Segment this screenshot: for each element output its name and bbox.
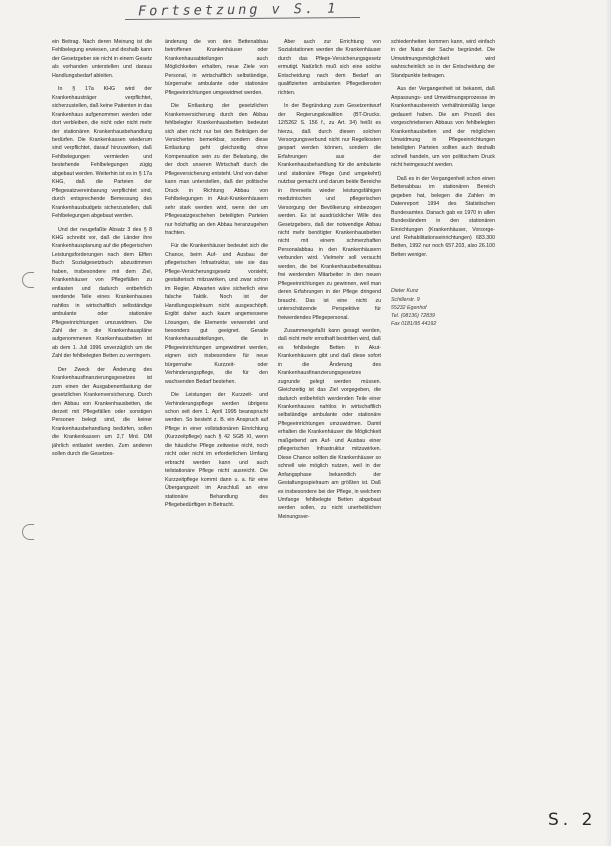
paragraph: schiedenheiten kommen kann, wird einfach in der Natur der Sache begründet. Die Umwidmungsmöglichkeit wird wahrscheinlich so in der Entscheidung der Standpunkte beitragen. [391, 39, 495, 79]
handwritten-page-number: S. 2 [548, 810, 597, 830]
paragraph: In § 17a KHG wird der Krankenhausträger verpflichtet, sicherzustellen, daß keine Patienten in das Krankenhaus aufgenommen werden oder dort verbleiben, die nicht oder nicht mehr der stationären Krankenhausbehandlung bedürfen. Die Krankenkassen wiederum sind verpflichtet, darauf hinzuwirken, daß Fehlbelegungen vermieden und bestehende Fehlbelegungen zügig abgebaut werden. Weiterhin ist es in § 17a KHG, daß die Parteien der Pflegesatzvereinbarung verpflichtet sind, durch entsprechende Bemessung des Krankenhausbudgets sicherzustellen, daß Fehlbelegungen abgebaut werden. [52, 86, 152, 220]
text-column-4 [391, 38, 495, 828]
text-column-3 [278, 38, 381, 828]
paragraph: ein Beitrag. Nach deren Meinung ist die Fehlbelegung erwiesen, und deshalb kann der Gesetzgeber sie nicht in einem Gesetz als vorhanden unterstellen und daraus Handlungsbedarf ableiten. [52, 39, 152, 79]
author-fax: Fax 0181/95 44192 [391, 321, 437, 328]
paragraph: In der Begründung zum Gesetzentwurf der Regierungskoalition (BT-Drucks. 12/5262 S. 156 f., zu Art. 34) heißt es hierzu, daß durch diesen solchen Versorgungsverbund nicht nur Regelkosten gespart werden können, sondern die Erfahrungen aus der Krankenhausbehandlung für die ambulante und stationäre Pflege (und umgekehrt) nutzbar gemacht und darum beide Bereiche in ihrerseits wieder leistungsfähigen medizinischen und pflegerischen Versorgung der Bevölkerung einbezogen werden. Es ist ausdrücklicher Wille des Gesetzgebers, daß der notwendige Abbau nicht mehr benötigter Krankenhausbetten nicht mit einem schmerzhaften Personalabbau in den Krankenhäusern verbunden wird. Vielmehr soll versucht werden, die bei Krankenhausbettenabbau frei werdenden Mitarbeiter in den neuen Pflegeeinrichtungen zu gewinnen, weil man deren Erfahrungen in der Pflege dringend braucht. Das ist eine nicht zu unterschätzende Perspektive für freiwerdendes Pflegepersonal. [278, 103, 381, 321]
paragraph: Daß es in der Vergangenheit schon einen Bettenabbau im stationären Bereich gegeben hat, belegen die Zahlen im Datenreport 1994 des Statistischen Bundesamtes. Danach gab es 1970 in allen Bundesländern in den stationären Einrichtungen (Krankenhäuser, Vorsorge- und Rehabilitationseinrichtungen) 683.300 Betten, 1992 nur noch 657.203, also 26.100 Betten weniger. [391, 175, 495, 258]
paragraph: Aus der Vergangenheit ist bekannt, daß Anpassungs- und Umwidmungsprozesse im Krankenhausbereich verhältnismäßig lange gedauert haben. Die am Prozeß des vorgeschriebenen Abbaus von fehlbelegten Krankenhausbetten und der möglichen Umwidmung in Pflegeeinrichtungen beteiligten Parteien sollten auch deshalb schnell handeln, um von politischem Druck nicht heimgesucht werden. [391, 86, 495, 169]
handwritten-note: Fortsetzung v S. 1 [137, 0, 339, 20]
author-address [391, 287, 495, 328]
paragraph: Die Leistungen der Kurzzeit- und Verhinderungspflege werden übrigens schon seit dem 1. April 1995 beansprucht werden. So besteht z. B. ein Anspruch auf Pflege in einer vollstationären Einrichtung (Kurzzeitpflege) nach § 42 SGB XI, wenn die häusliche Pflege zeitweise nicht, noch nicht oder nicht im erforderlichen Umfang erbracht werden kann und auch teilstationäre Pflege nicht ausreicht. Die Kurzzeitpflege kommt dann u. a. für eine Übergangszeit im Anschluß an eine stationäre Behandlung des Pflegebedürftigen in Betracht. [165, 392, 268, 509]
author-street: Schillerstr. 9 [391, 296, 420, 303]
author-name: Dieter Kunz [391, 288, 419, 295]
paragraph: Der Zweck der Änderung des Krankenhausfinanzierungsgesetzes ist zum einen der Ausgabenentlastung der gesetzlichen Krankenversicherung. Durch den Abbau von Krankenhausbetten, die derzeit mit Pflegefällen oder sonstigen Personen belegt sind, die keiner Krankenhausbehandlung bedürfen, sollen die Krankenkassen um 2,7 Mrd. DM jährlich entlastet werden. Zum anderen sollen durch die Gesetzes- [52, 366, 152, 458]
text-column-2 [165, 38, 268, 828]
scan-edge-shadow [605, 0, 611, 846]
paragraph: Aber auch zur Errichtung von Sozialstationen werden die Krankenhäuser durch das Pflege-Versicherungsgesetz ermutigt. Natürlich muß sich eine solche Entscheidung nach dem Bedarf an qualifizierten ambulanten Pflegediensten richten. [278, 39, 381, 96]
paragraph: Die Entlastung der gesetzlichen Krankenversicherung durch den Abbau fehlbelegter Krankenhausbetten bedeutet sich aber nicht nur bei den Beiträgen der Versicherten bemerkbar, sondern diese Entlastung geht gleichzeitig ohne Kompensation sein zu der Belastung, die der doch unseren Wirtschaft durch die Pflegeversicherung entsteht. Und von daher kann man unterstellen, daß der politische Druck in Richtung Abbau von Fehlbelegungen in Akut-Krankenhäusern sehr stark werden wird, wenn der um Pflegesatzgeschehen beteiligten Parteien nur holzhaftig an den Abbau heranzugehen trachten. [165, 103, 268, 236]
text-column-1 [52, 38, 152, 828]
author-phone: Tel. (08136) 72839 [391, 312, 435, 319]
paragraph: Und der neugefaßte Absatz 3 des § 8 KHG schreibt vor, daß die Länder ihre Krankenhausplanung auf die pflegerischen Leistungsforderungen nach dem Elften Buch Sozialgesetzbuch abzustimmen haben, insbesondere mit dem Ziel, Krankenhäuser von Pflegefällen zu entlasten und dadurch entbehrlich werdende Teile eines Krankenhauses nahtlos in wirtschaftlich selbständige ambulante oder stationäre Pflegeeinrichtungen umzuwidmen. Die Zahl der in die Krankenhauspläne aufgenommenen Krankenhausbetten ist ab dem 1. Juli 1996 unverzüglich um die Zahl der fehlbelegten Betten zu verringern. [52, 226, 152, 360]
paragraph: änderung die von den Bettenabbau betroffenen Krankenhäuser oder Krankenhausabteilungen auch Möglichkeiten erhalten, neue Ziele von Personal, in wirtschaftlich selbständige, bürgernahe ambulante oder stationäre Pflegeeinrichtungen umgewidmet werden. [165, 39, 268, 96]
paragraph: Für die Krankenhäuser bedeutet sich die Chance, beim Auf- und Ausbau der pflegerischen Infrastruktur, wie sie das Pflege-Versicherungsgesetz vorsieht, gestalterisch mitzuwirken, und zwar schon im Regier. Abwarten wäre sicherlich eine falsche Taktik. Noch ist der Handlungsspielraum nicht ausgeschöpft. Ergibt daher auch kaum angemessene Lösungen, die Elemente verwendet und besonders gut geeignet. Gerade Krankenhausabteilungen, die in Pflegeeinrichtungen umgewidmet werden, eignen sich insbesondere für neue bürgernahe Kurzzeit- oder Verhinderungspflege, die für den wachsenden Bedarf bestehen. [165, 243, 268, 385]
punch-hole-top [22, 272, 34, 288]
paragraph: Zusammengefaßt kann gesagt werden, daß nicht mehr ernsthaft bestritten wird, daß es fehlbelegte Betten in Akut-Krankenhäusern gibt und daß diese sofort in die Änderung des Krankenhausfinanzierungsgesetzes zugrunde gelegt werden müssen. Gleichzeitig ist das Ziel vorgegeben, die dadurch entbehrlich werdenden Teile einer Krankenhauses nahtlos in wirtschaftlich selbständige ambulante oder stationäre Pflegeeinrichtungen umzuwidmen. Damit erhalten die Krankenhäuser die Möglichkeit maßgebend am Auf- und Ausbau einer pflegerischen Infrastruktur mitzuwirken. Diese Chance sollten die Krankenhäuser so schnell wie möglich nutzen, weil in der Anfangsphase bekanntlich der Gestaltungsspielraum am größten ist. Daß es insbesondere bei der Pflege, in welchem Umfange fehlbelegte Betten abgebaut werden sollen, zu nicht unerheblichen Meinungsver- [278, 327, 381, 520]
punch-hole-bottom [22, 524, 34, 540]
author-city: 55232 Egenhof [391, 304, 427, 311]
